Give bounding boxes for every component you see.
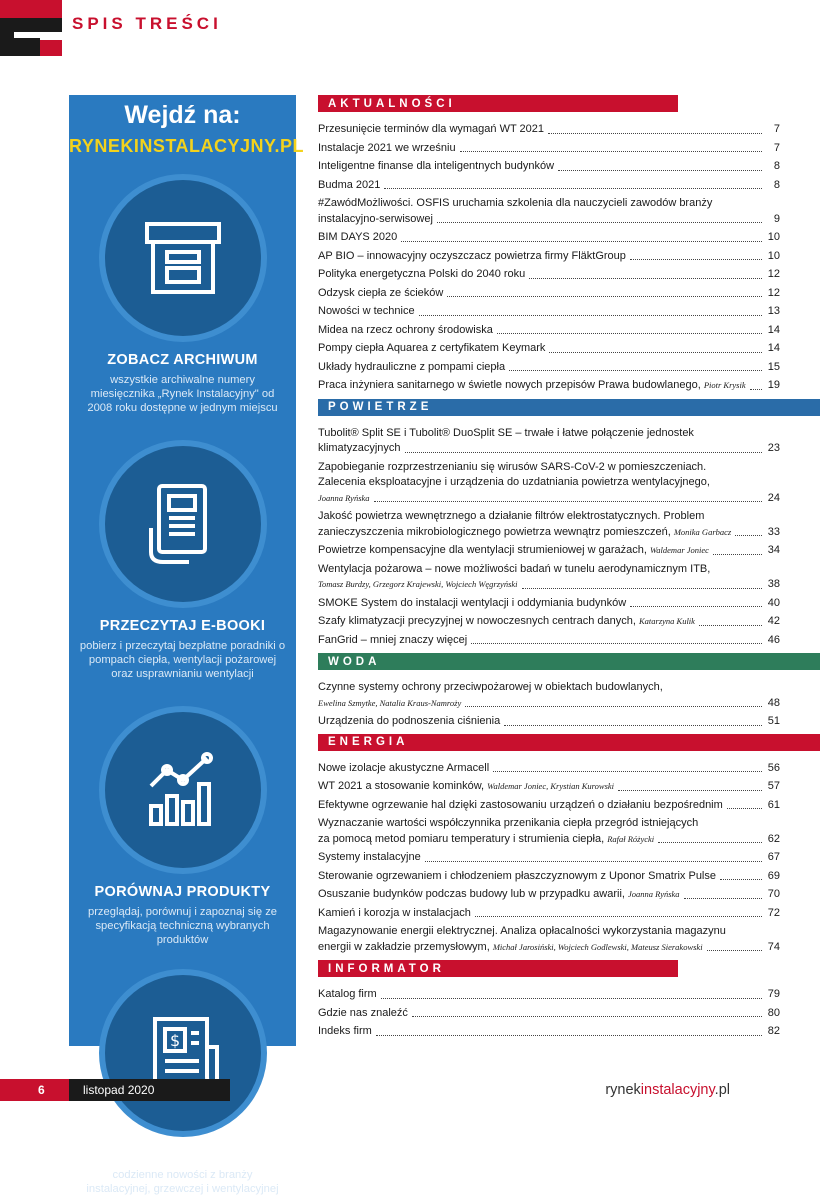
toc-entry[interactable] xyxy=(318,596,800,612)
entry-page-number: 62 xyxy=(767,832,780,845)
entry-title xyxy=(318,577,518,593)
dot-leader xyxy=(475,916,762,917)
entry-author: Joanna Ryńska xyxy=(318,492,370,503)
dot-leader xyxy=(504,725,762,726)
entry-title xyxy=(318,286,443,302)
toc-entry[interactable] xyxy=(318,562,800,593)
dot-leader xyxy=(750,389,762,390)
entry-page-number: 56 xyxy=(767,761,780,774)
dot-leader xyxy=(447,296,762,297)
entry-title xyxy=(318,987,377,1003)
footer-brand[interactable] xyxy=(605,1082,730,1098)
entry-title-text: Efektywne ogrzewanie hal dzięki zastosowaniu urządzeń o działaniu bezpośrednim xyxy=(318,798,723,811)
entry-title-text: Nowe izolacje akustyczne Armacell xyxy=(318,761,490,774)
toc-entry[interactable] xyxy=(318,779,800,795)
section-entries xyxy=(318,987,800,1040)
entry-page-number: 12 xyxy=(767,286,780,299)
toc-entry[interactable] xyxy=(318,798,800,814)
entry-title-text: Odzysk ciepła ze ścieków xyxy=(318,286,444,299)
toc-entry[interactable] xyxy=(318,249,800,265)
section-header xyxy=(318,653,800,670)
entry-page-number: 23 xyxy=(767,442,780,454)
dot-leader xyxy=(376,1035,762,1036)
toc-entry[interactable] xyxy=(318,196,800,227)
entry-title-text: Katalog firm xyxy=(318,988,377,1000)
toc-entry[interactable] xyxy=(318,509,800,540)
newspaper-icon xyxy=(99,969,267,1137)
entry-title-text: BIM DAYS 2020 xyxy=(318,231,398,243)
entry-title xyxy=(318,178,380,194)
entry-title xyxy=(318,159,554,175)
entry-page-number: 7 xyxy=(773,123,780,135)
toc-entry[interactable] xyxy=(318,230,800,246)
entry-page-number: 72 xyxy=(767,906,780,919)
entry-title-text: Urządzenia do podnoszenia ciśnienia xyxy=(318,715,501,727)
dot-leader xyxy=(509,370,762,371)
section-title: AKTUALNOŚCI xyxy=(318,95,678,112)
entry-page-number: 33 xyxy=(767,525,780,538)
entry-page-number: 9 xyxy=(773,212,780,225)
toc-entry[interactable] xyxy=(318,178,800,194)
toc-entry[interactable] xyxy=(318,887,800,903)
entry-page-number: 46 xyxy=(767,633,780,646)
dot-leader xyxy=(735,535,762,536)
promo-block-desc: pobierz i przeczytaj bezpłatne poradniki o pompach ciepła, wentylacji pożarowej oraz usprawnianiu wentylacji xyxy=(79,640,286,680)
entry-page-number: 15 xyxy=(767,360,780,373)
dot-leader xyxy=(384,188,762,189)
entry-page-number: 12 xyxy=(767,268,780,280)
entry-title xyxy=(318,869,716,885)
entry-title-text: Indeks firm xyxy=(318,1025,372,1037)
entry-page-number: 48 xyxy=(767,696,780,709)
promo-block-title: PORÓWNAJ PRODUKTY xyxy=(94,884,271,900)
entry-title-line: Zalecenia eksploatacyjne i urządzenia do uzdatniania powietrza wentylacyjnego, xyxy=(318,476,710,488)
entry-title xyxy=(318,249,626,265)
entry-title xyxy=(318,360,505,376)
section-title: INFORMATOR xyxy=(318,960,678,977)
entry-title xyxy=(318,633,467,649)
dot-leader xyxy=(493,771,762,772)
section-header xyxy=(318,399,800,416)
entry-page-number: 57 xyxy=(767,780,780,792)
entry-title-line: Tubolit® Split SE i Tubolit® DuoSplit SE – trwałe i łatwe połączenie jednostek xyxy=(318,426,694,439)
dot-leader xyxy=(727,808,762,809)
entry-title xyxy=(318,378,746,394)
entry-page-number: 14 xyxy=(767,342,780,354)
dot-leader xyxy=(548,133,762,134)
entry-author: Waldemar Joniec xyxy=(650,545,709,555)
entry-title-line: Wyznaczanie wartości współczynnika przenikania ciepła przegród istniejących xyxy=(318,817,699,829)
toc-section xyxy=(318,399,800,649)
entry-title-text: SMOKE System do instalacji wentylacji i oddymiania budynków xyxy=(318,596,627,609)
section-entries xyxy=(318,761,800,956)
promo-block-title: PRZECZYTAJ E-BOOKI xyxy=(99,618,266,634)
entry-title-text: AP BIO – innowacyjny oczyszczacz powietrza firmy FläktGroup xyxy=(318,249,626,262)
toc-entry[interactable] xyxy=(318,360,800,376)
entry-page-number: 8 xyxy=(773,160,780,172)
toc-entry[interactable] xyxy=(318,761,800,777)
entry-author: Rafał Różycki xyxy=(607,833,655,844)
entry-title-line: Jakość powietrza wewnętrznego a działanie filtrów elektrostatycznych. Problem xyxy=(318,510,705,522)
toc-entry[interactable] xyxy=(318,304,800,320)
section-entries xyxy=(318,426,800,649)
entry-title-text: Sterowanie ogrzewaniem i chłodzeniem płaszczyznowym z Uponor Smatrix Pulse xyxy=(318,869,716,882)
toc-section xyxy=(318,653,800,730)
dot-leader xyxy=(465,706,762,707)
dot-leader xyxy=(401,241,762,242)
entry-author: Piotr Krysik xyxy=(703,380,746,390)
entry-title xyxy=(318,304,415,320)
dot-leader xyxy=(437,222,762,223)
entry-title-text: Inteligentne finanse dla inteligentnych budynków xyxy=(318,160,555,172)
entry-title xyxy=(318,696,461,712)
entry-author: Michał Jarosiński, Wojciech Godlewski, Mateusz Sierakowski xyxy=(492,941,703,952)
entry-page-number: 70 xyxy=(767,888,780,900)
entry-title-text: Gdzie nas znaleźć xyxy=(318,1006,408,1019)
promo-block-archive[interactable] xyxy=(69,174,296,415)
entry-title xyxy=(318,323,493,339)
entry-title xyxy=(318,230,397,246)
dot-leader xyxy=(558,170,762,171)
entry-author: Waldemar Joniec, Krystian Kurowski xyxy=(487,781,615,791)
dot-leader xyxy=(549,352,762,353)
entry-title-text: instalacyjno-serwisowej xyxy=(318,212,433,225)
entry-title-line: Magazynowanie energii elektrycznej. Analiza opłacalności wykorzystania magazynu xyxy=(318,925,726,937)
bar-chart-icon xyxy=(99,706,267,874)
table-of-contents xyxy=(318,95,800,1043)
entry-title xyxy=(318,832,654,848)
entry-title-text: FanGrid – mniej znaczy więcej xyxy=(318,633,468,646)
entry-title-text: Przesunięcie terminów dla wymagań WT 2021 xyxy=(318,123,545,135)
brand-part: .pl xyxy=(714,1082,730,1098)
entry-page-number: 10 xyxy=(767,231,780,243)
dot-leader xyxy=(684,898,762,899)
section-title: WODA xyxy=(318,653,820,670)
entry-title-text: Budma 2021 xyxy=(318,178,381,191)
entry-title xyxy=(318,141,456,157)
toc-entry[interactable] xyxy=(318,816,800,847)
dot-leader xyxy=(630,606,762,607)
entry-author: Ewelina Szmytke, Natalia Kraus-Namroży xyxy=(318,697,462,708)
entry-title xyxy=(318,341,545,357)
entry-page-number: 38 xyxy=(767,578,780,590)
toc-entry[interactable] xyxy=(318,714,800,730)
dot-leader xyxy=(720,879,762,880)
entry-author: Tomasz Burdzy, Grzegorz Krajewski, Wojciech Węgrzyński xyxy=(318,579,518,589)
entry-page-number: 8 xyxy=(773,178,780,191)
entry-title xyxy=(318,267,525,283)
toc-entry[interactable] xyxy=(318,680,800,711)
dot-leader xyxy=(412,1016,762,1017)
promo-block-ebooks[interactable] xyxy=(69,440,296,681)
toc-entry[interactable] xyxy=(318,460,800,507)
section-header xyxy=(318,95,800,112)
toc-entry[interactable] xyxy=(318,869,800,885)
entry-page-number: 67 xyxy=(767,851,780,863)
toc-section xyxy=(318,960,800,1040)
entry-title xyxy=(318,1024,372,1040)
entry-title xyxy=(318,940,703,956)
dot-leader xyxy=(713,554,762,555)
promo-title: Wejdź na: xyxy=(124,101,241,129)
entry-title-text: Midea na rzecz ochrony środowiska xyxy=(318,323,493,336)
entry-title xyxy=(318,761,489,777)
svg-text:$: $ xyxy=(169,1031,180,1050)
entry-title-line: Wentylacja pożarowa – nowe możliwości badań w tunelu aerodynamicznym ITB, xyxy=(318,562,711,575)
toc-entry[interactable] xyxy=(318,323,800,339)
dot-leader xyxy=(630,259,762,260)
entry-title-line: Zapobieganie rozprzestrzenianiu się wirusów SARS-CoV-2 w pomieszczeniach. xyxy=(318,460,707,473)
entry-title xyxy=(318,798,723,814)
entry-page-number: 13 xyxy=(767,305,780,317)
promo-block-desc: wszystkie archiwalne numery miesięcznika „Rynek Instalacyjny" od 2008 roku dostępne w jednym miejscu xyxy=(87,374,278,414)
dot-leader xyxy=(522,588,762,589)
entry-page-number: 34 xyxy=(767,544,780,556)
entry-author: Joanna Ryńska xyxy=(628,889,680,899)
toc-entry[interactable] xyxy=(318,426,800,457)
toc-entry[interactable] xyxy=(318,850,800,866)
entry-title xyxy=(318,887,680,903)
section-title: POWIETRZE xyxy=(318,399,820,416)
promo-block-title: SPRAWDŹ AKTUALNOŚCI xyxy=(88,1147,277,1163)
entry-title-line: Czynne systemy ochrony przeciwpożarowej w obiektach budowlanych, xyxy=(318,681,663,693)
section-title: ENERGIA xyxy=(318,734,820,751)
entry-page-number: 51 xyxy=(767,715,780,727)
entry-title xyxy=(318,850,421,866)
entry-page-number: 74 xyxy=(767,940,780,953)
entry-title-text: Systemy instalacyjne xyxy=(318,851,421,863)
entry-author: Katarzyna Kulik xyxy=(638,616,695,626)
dot-leader xyxy=(374,501,762,502)
entry-title xyxy=(318,779,614,795)
entry-title xyxy=(318,441,401,457)
entry-title xyxy=(318,491,370,507)
entry-page-number: 40 xyxy=(767,596,780,609)
issue-date: listopad 2020 xyxy=(69,1079,230,1101)
entry-page-number: 69 xyxy=(767,869,780,882)
entry-page-number: 19 xyxy=(767,379,780,391)
toc-entry[interactable] xyxy=(318,614,800,630)
promo-block-title: ZOBACZ ARCHIWUM xyxy=(107,352,258,368)
section-header xyxy=(318,734,800,751)
entry-title-text: Szafy klimatyzacji precyzyjnej w nowoczesnych centrach danych, xyxy=(318,615,636,627)
toc-entry[interactable] xyxy=(318,1006,800,1022)
archive-box-icon xyxy=(99,174,267,342)
toc-entry[interactable] xyxy=(318,267,800,283)
dot-leader xyxy=(471,643,762,644)
entry-title-line: #ZawódMożliwości. OSFIS uruchamia szkolenia dla nauczycieli zawodów branży xyxy=(318,197,713,209)
entry-title xyxy=(318,1006,408,1022)
entry-title-text: Układy hydrauliczne z pompami ciepła xyxy=(318,360,506,373)
entry-title-text: Powietrze kompensacyjne dla wentylacji strumieniowej w garażach, xyxy=(318,544,647,556)
entry-page-number: 80 xyxy=(767,1006,780,1019)
entry-title-text: Instalacje 2021 we wrześniu xyxy=(318,141,456,154)
entry-title-text: WT 2021 a stosowanie kominków, xyxy=(318,780,485,792)
dot-leader xyxy=(699,625,762,626)
entry-title-text: zanieczyszczenia mikrobiologicznego powietrza wewnątrz pomieszczeń, xyxy=(318,525,671,538)
entry-title xyxy=(318,122,544,138)
dot-leader xyxy=(405,452,762,453)
dot-leader xyxy=(707,950,762,951)
entry-title xyxy=(318,714,500,730)
entry-title-text: Kamień i korozja w instalacjach xyxy=(318,906,471,919)
entry-page-number: 24 xyxy=(767,491,780,504)
entry-title xyxy=(318,614,695,630)
toc-entry[interactable] xyxy=(318,159,800,175)
entry-title xyxy=(318,543,709,559)
ebook-reader-icon xyxy=(99,440,267,608)
section-header xyxy=(318,960,800,977)
page-number: 6 xyxy=(0,1079,69,1101)
entry-title-text: Praca inżyniera sanitarnego w świetle nowych przepisów Prawa budowlanego, xyxy=(318,379,701,391)
page-title: SPIS TREŚCI xyxy=(72,14,222,33)
entry-page-number: 61 xyxy=(767,798,780,811)
toc-entry[interactable] xyxy=(318,987,800,1003)
toc-section xyxy=(318,734,800,956)
entry-title xyxy=(318,906,471,922)
magazine-logo xyxy=(0,0,62,56)
toc-entry[interactable] xyxy=(318,141,800,157)
entry-title-text: energii w zakładzie przemysłowym, xyxy=(318,940,490,953)
toc-entry[interactable] xyxy=(318,286,800,302)
entry-page-number: 10 xyxy=(767,249,780,262)
dot-leader xyxy=(618,790,762,791)
entry-author: Monika Garbacz xyxy=(673,526,732,537)
toc-entry[interactable] xyxy=(318,543,800,559)
dot-leader xyxy=(529,278,762,279)
toc-section xyxy=(318,95,800,394)
brand-part: instalacyjny xyxy=(640,1082,715,1098)
entry-page-number: 42 xyxy=(767,615,780,627)
dot-leader xyxy=(419,315,762,316)
entry-title-text: za pomocą metod pomiaru temperatury i strumienia ciepła, xyxy=(318,832,605,845)
dot-leader xyxy=(381,998,762,999)
toc-entry[interactable] xyxy=(318,924,800,955)
entry-title xyxy=(318,525,731,541)
promo-block-desc: przeglądaj, porównuj i zapoznaj się ze specyfikacją techniczną wybranych produktów xyxy=(87,906,278,946)
entry-title xyxy=(318,596,626,612)
entry-title-text: Pompy ciepła Aquarea z certyfikatem Keymark xyxy=(318,342,546,354)
entry-title-text: Polityka energetyczna Polski do 2040 roku xyxy=(318,268,526,280)
entry-page-number: 82 xyxy=(767,1025,780,1037)
entry-page-number: 14 xyxy=(767,323,780,336)
dot-leader xyxy=(425,861,762,862)
promo-url[interactable]: RYNEKINSTALACYJNY.PL xyxy=(69,136,305,156)
promo-block-compare[interactable] xyxy=(69,706,296,947)
dot-leader xyxy=(658,842,762,843)
dot-leader xyxy=(460,151,762,152)
section-entries xyxy=(318,680,800,730)
entry-page-number: 7 xyxy=(773,141,780,154)
entry-title-text: Nowości w technice xyxy=(318,305,415,317)
toc-entry[interactable] xyxy=(318,906,800,922)
entry-title-text: Osuszanie budynków podczas budowy lub w przypadku awarii, xyxy=(318,888,625,900)
toc-entry[interactable] xyxy=(318,122,800,138)
entry-title xyxy=(318,212,433,228)
section-entries xyxy=(318,122,800,394)
toc-entry[interactable] xyxy=(318,633,800,649)
entry-page-number: 79 xyxy=(767,988,780,1000)
toc-entry[interactable] xyxy=(318,1024,800,1040)
brand-part: rynek xyxy=(605,1082,641,1098)
toc-entry[interactable] xyxy=(318,341,800,357)
toc-entry[interactable] xyxy=(318,378,800,394)
promo-block-desc: codzienne nowości z branży instalacyjnej, grzewczej i wentylacyjnej xyxy=(86,1169,279,1195)
entry-title-text: klimatyzacyjnych xyxy=(318,442,401,454)
dot-leader xyxy=(497,333,762,334)
